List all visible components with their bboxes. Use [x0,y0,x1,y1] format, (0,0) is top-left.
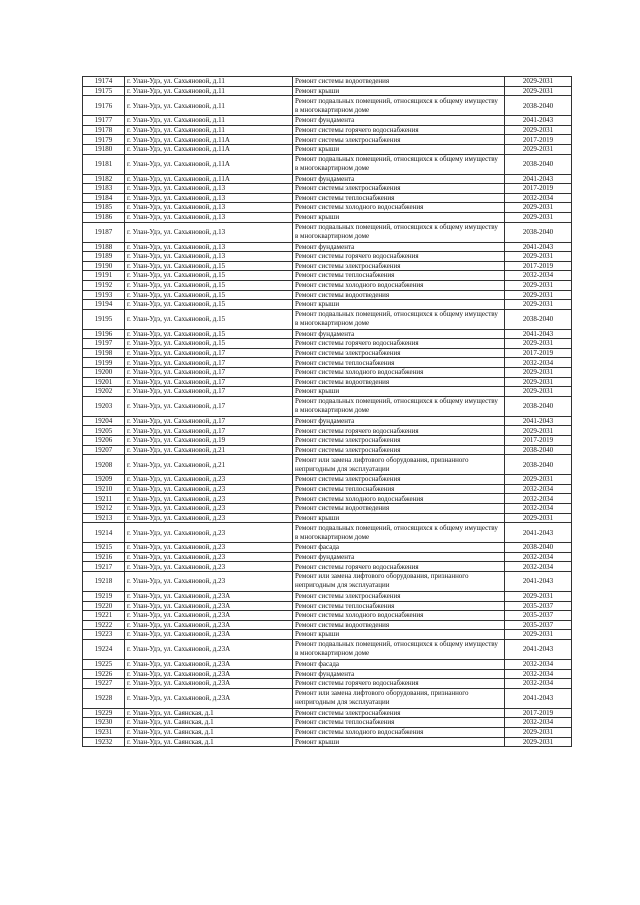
planned-period: 2029-2031 [505,377,572,387]
repair-schedule-table [82,76,572,747]
repair-work-type: Ремонт фундамента [293,552,505,562]
table-row [83,601,572,611]
building-address: г. Улан-Удэ, ул. Сахьяновой, д.23А [125,620,293,630]
building-address: г. Улан-Удэ, ул. Сахьяновой, д.15 [125,309,293,329]
record-number: 19184 [83,193,125,203]
building-address: г. Улан-Удэ, ул. Сахьяновой, д.23А [125,611,293,621]
planned-period: 2029-2031 [505,368,572,378]
table-row [83,669,572,679]
building-address: г. Улан-Удэ, ул. Сахьяновой, д.15 [125,290,293,300]
building-address: г. Улан-Удэ, ул. Сахьяновой, д.23А [125,688,293,708]
repair-work-type: Ремонт системы водоотведения [293,77,505,87]
table-row [83,125,572,135]
repair-work-type: Ремонт системы горячего водоснабжения [293,562,505,572]
building-address: г. Улан-Удэ, ул. Саянская, д.1 [125,718,293,728]
planned-period: 2041-2043 [505,523,572,543]
table-row [83,280,572,290]
building-address: г. Улан-Удэ, ул. Сахьяновой, д.23 [125,552,293,562]
planned-period: 2032-2034 [505,271,572,281]
planned-period: 2029-2031 [505,475,572,485]
building-address: г. Улан-Удэ, ул. Саянская, д.1 [125,727,293,737]
planned-period: 2032-2034 [505,659,572,669]
repair-work-type: Ремонт фасада [293,659,505,669]
table-row [83,116,572,126]
building-address: г. Улан-Удэ, ул. Сахьяновой, д.11 [125,86,293,96]
record-number: 19186 [83,212,125,222]
record-number: 19228 [83,688,125,708]
building-address: г. Улан-Удэ, ул. Сахьяновой, д.23А [125,679,293,689]
building-address: г. Улан-Удэ, ул. Сахьяновой, д.17 [125,426,293,436]
building-address: г. Улан-Удэ, ул. Сахьяновой, д.23А [125,659,293,669]
repair-work-type: Ремонт крыши [293,86,505,96]
repair-work-type: Ремонт подвальных помещений, относящихся к общему имуществу в многоквартирном доме [293,96,505,116]
building-address: г. Улан-Удэ, ул. Сахьяновой, д.13 [125,242,293,252]
table-row [83,77,572,87]
building-address: г. Улан-Удэ, ул. Сахьяновой, д.13 [125,193,293,203]
repair-work-type: Ремонт фундамента [293,174,505,184]
repair-work-type: Ремонт системы теплоснабжения [293,358,505,368]
record-number: 19188 [83,242,125,252]
table-row [83,290,572,300]
record-number: 19174 [83,77,125,87]
table-row [83,436,572,446]
planned-period: 2041-2043 [505,416,572,426]
planned-period: 2032-2034 [505,484,572,494]
planned-period: 2017-2019 [505,184,572,194]
planned-period: 2029-2031 [505,144,572,154]
building-address: г. Улан-Удэ, ул. Сахьяновой, д.15 [125,300,293,310]
planned-period: 2041-2043 [505,174,572,184]
record-number: 19193 [83,290,125,300]
planned-period: 2017-2019 [505,708,572,718]
building-address: г. Улан-Удэ, ул. Сахьяновой, д.23 [125,562,293,572]
building-address: г. Улан-Удэ, ул. Сахьяновой, д.13 [125,212,293,222]
table-row [83,727,572,737]
building-address: г. Улан-Удэ, ул. Сахьяновой, д.11А [125,144,293,154]
table-row [83,445,572,455]
repair-work-type: Ремонт системы водоотведения [293,620,505,630]
table-row [83,679,572,689]
repair-work-type: Ремонт системы электроснабжения [293,436,505,446]
planned-period: 2029-2031 [505,212,572,222]
building-address: г. Улан-Удэ, ул. Сахьяновой, д.11 [125,125,293,135]
record-number: 19220 [83,601,125,611]
repair-work-type: Ремонт крыши [293,630,505,640]
record-number: 19204 [83,416,125,426]
repair-work-type: Ремонт фундамента [293,669,505,679]
building-address: г. Улан-Удэ, ул. Сахьяновой, д.23 [125,523,293,543]
building-address: г. Улан-Удэ, ул. Сахьяновой, д.17 [125,387,293,397]
table-row [83,144,572,154]
table-row [83,184,572,194]
repair-work-type: Ремонт системы теплоснабжения [293,484,505,494]
record-number: 19178 [83,125,125,135]
building-address: г. Улан-Удэ, ул. Сахьяновой, д.23А [125,639,293,659]
building-address: г. Улан-Удэ, ул. Сахьяновой, д.17 [125,368,293,378]
repair-work-type: Ремонт системы горячего водоснабжения [293,339,505,349]
repair-work-type: Ремонт подвальных помещений, относящихся к общему имуществу в многоквартирном доме [293,396,505,416]
planned-period: 2032-2034 [505,562,572,572]
repair-work-type: Ремонт подвальных помещений, относящихся к общему имуществу в многоквартирном доме [293,309,505,329]
record-number: 19187 [83,222,125,242]
building-address: г. Улан-Удэ, ул. Сахьяновой, д.13 [125,203,293,213]
record-number: 19223 [83,630,125,640]
repair-work-type: Ремонт фундамента [293,329,505,339]
record-number: 19194 [83,300,125,310]
table-row [83,620,572,630]
table-row [83,639,572,659]
repair-work-type: Ремонт крыши [293,300,505,310]
table-row [83,387,572,397]
planned-period: 2032-2034 [505,358,572,368]
planned-period: 2035-2037 [505,620,572,630]
table-row [83,309,572,329]
planned-period: 2032-2034 [505,679,572,689]
table-row [83,688,572,708]
record-number: 19213 [83,513,125,523]
record-number: 19198 [83,348,125,358]
table-row [83,261,572,271]
record-number: 19212 [83,504,125,514]
building-address: г. Улан-Удэ, ул. Сахьяновой, д.15 [125,329,293,339]
repair-work-type: Ремонт системы холодного водоснабжения [293,611,505,621]
planned-period: 2029-2031 [505,290,572,300]
record-number: 19182 [83,174,125,184]
table-row [83,552,572,562]
table-row [83,212,572,222]
record-number: 19205 [83,426,125,436]
planned-period: 2041-2043 [505,639,572,659]
planned-period: 2041-2043 [505,242,572,252]
table-row [83,174,572,184]
record-number: 19211 [83,494,125,504]
repair-work-type: Ремонт подвальных помещений, относящихся к общему имуществу в многоквартирном доме [293,222,505,242]
planned-period: 2029-2031 [505,252,572,262]
record-number: 19177 [83,116,125,126]
repair-work-type: Ремонт системы горячего водоснабжения [293,679,505,689]
table-row [83,455,572,475]
planned-period: 2017-2019 [505,135,572,145]
record-number: 19209 [83,475,125,485]
table-row [83,368,572,378]
planned-period: 2038-2040 [505,309,572,329]
building-address: г. Улан-Удэ, ул. Саянская, д.1 [125,737,293,747]
repair-work-type: Ремонт системы горячего водоснабжения [293,125,505,135]
record-number: 19190 [83,261,125,271]
planned-period: 2038-2040 [505,396,572,416]
table-row [83,504,572,514]
table-row [83,203,572,213]
repair-work-type: Ремонт крыши [293,144,505,154]
repair-work-type: Ремонт системы водоотведения [293,504,505,514]
repair-work-type: Ремонт фундамента [293,242,505,252]
record-number: 19217 [83,562,125,572]
building-address: г. Улан-Удэ, ул. Сахьяновой, д.15 [125,261,293,271]
table-row [83,222,572,242]
planned-period: 2029-2031 [505,727,572,737]
planned-period: 2029-2031 [505,300,572,310]
building-address: г. Улан-Удэ, ул. Сахьяновой, д.23А [125,630,293,640]
table-row [83,242,572,252]
planned-period: 2017-2019 [505,348,572,358]
building-address: г. Улан-Удэ, ул. Сахьяновой, д.23 [125,543,293,553]
record-number: 19216 [83,552,125,562]
planned-period: 2017-2019 [505,261,572,271]
repair-work-type: Ремонт крыши [293,387,505,397]
table-row [83,591,572,601]
repair-work-type: Ремонт или замена лифтового оборудования, признанного непригодным для эксплуатации [293,688,505,708]
building-address: г. Улан-Удэ, ул. Сахьяновой, д.19 [125,436,293,446]
record-number: 19191 [83,271,125,281]
building-address: г. Улан-Удэ, ул. Сахьяновой, д.11А [125,135,293,145]
repair-schedule-body [83,77,572,747]
repair-work-type: Ремонт системы водоотведения [293,377,505,387]
building-address: г. Улан-Удэ, ул. Сахьяновой, д.11 [125,116,293,126]
repair-work-type: Ремонт системы холодного водоснабжения [293,203,505,213]
repair-work-type: Ремонт фундамента [293,116,505,126]
repair-work-type: Ремонт подвальных помещений, относящихся к общему имуществу в многоквартирном доме [293,154,505,174]
repair-work-type: Ремонт или замена лифтового оборудования, признанного непригодным для эксплуатации [293,455,505,475]
table-row [83,475,572,485]
planned-period: 2032-2034 [505,552,572,562]
repair-work-type: Ремонт системы электроснабжения [293,348,505,358]
building-address: г. Улан-Удэ, ул. Сахьяновой, д.17 [125,416,293,426]
table-row [83,426,572,436]
table-row [83,358,572,368]
repair-work-type: Ремонт системы холодного водоснабжения [293,727,505,737]
table-row [83,708,572,718]
record-number: 19215 [83,543,125,553]
table-row [83,416,572,426]
record-number: 19175 [83,86,125,96]
record-number: 19226 [83,669,125,679]
building-address: г. Улан-Удэ, ул. Сахьяновой, д.21 [125,455,293,475]
record-number: 19221 [83,611,125,621]
planned-period: 2041-2043 [505,329,572,339]
table-row [83,154,572,174]
record-number: 19210 [83,484,125,494]
repair-work-type: Ремонт системы теплоснабжения [293,601,505,611]
building-address: г. Улан-Удэ, ул. Сахьяновой, д.23 [125,484,293,494]
planned-period: 2032-2034 [505,718,572,728]
building-address: г. Улан-Удэ, ул. Сахьяновой, д.11 [125,77,293,87]
table-row [83,86,572,96]
building-address: г. Улан-Удэ, ул. Сахьяновой, д.23А [125,601,293,611]
repair-work-type: Ремонт системы электроснабжения [293,708,505,718]
table-row [83,339,572,349]
building-address: г. Улан-Удэ, ул. Сахьяновой, д.23 [125,571,293,591]
building-address: г. Улан-Удэ, ул. Сахьяновой, д.17 [125,377,293,387]
record-number: 19195 [83,309,125,329]
table-row [83,630,572,640]
repair-work-type: Ремонт системы электроснабжения [293,135,505,145]
table-row [83,348,572,358]
record-number: 19201 [83,377,125,387]
planned-period: 2032-2034 [505,193,572,203]
record-number: 19202 [83,387,125,397]
record-number: 19224 [83,639,125,659]
record-number: 19180 [83,144,125,154]
table-row [83,396,572,416]
repair-work-type: Ремонт крыши [293,737,505,747]
building-address: г. Улан-Удэ, ул. Сахьяновой, д.23 [125,494,293,504]
building-address: г. Улан-Удэ, ул. Сахьяновой, д.23 [125,513,293,523]
repair-work-type: Ремонт системы холодного водоснабжения [293,368,505,378]
building-address: г. Улан-Удэ, ул. Сахьяновой, д.13 [125,222,293,242]
repair-work-type: Ремонт подвальных помещений, относящихся к общему имуществу в многоквартирном доме [293,523,505,543]
building-address: г. Улан-Удэ, ул. Саянская, д.1 [125,708,293,718]
planned-period: 2038-2040 [505,154,572,174]
building-address: г. Улан-Удэ, ул. Сахьяновой, д.23А [125,669,293,679]
building-address: г. Улан-Удэ, ул. Сахьяновой, д.11А [125,174,293,184]
building-address: г. Улан-Удэ, ул. Сахьяновой, д.15 [125,280,293,290]
building-address: г. Улан-Удэ, ул. Сахьяновой, д.13 [125,184,293,194]
table-row [83,562,572,572]
planned-period: 2038-2040 [505,445,572,455]
record-number: 19179 [83,135,125,145]
repair-work-type: Ремонт системы электроснабжения [293,475,505,485]
record-number: 19196 [83,329,125,339]
planned-period: 2041-2043 [505,688,572,708]
repair-work-type: Ремонт системы электроснабжения [293,445,505,455]
table-row [83,513,572,523]
table-row [83,611,572,621]
table-row [83,484,572,494]
record-number: 19229 [83,708,125,718]
record-number: 19218 [83,571,125,591]
repair-work-type: Ремонт системы горячего водоснабжения [293,252,505,262]
record-number: 19183 [83,184,125,194]
planned-period: 2035-2037 [505,611,572,621]
planned-period: 2038-2040 [505,543,572,553]
table-row [83,718,572,728]
planned-period: 2029-2031 [505,280,572,290]
planned-period: 2032-2034 [505,494,572,504]
record-number: 19227 [83,679,125,689]
planned-period: 2029-2031 [505,387,572,397]
table-row [83,300,572,310]
repair-work-type: Ремонт системы горячего водоснабжения [293,426,505,436]
planned-period: 2029-2031 [505,630,572,640]
table-row [83,494,572,504]
table-row [83,96,572,116]
repair-work-type: Ремонт системы электроснабжения [293,591,505,601]
record-number: 19206 [83,436,125,446]
building-address: г. Улан-Удэ, ул. Сахьяновой, д.23А [125,591,293,601]
record-number: 19199 [83,358,125,368]
record-number: 19197 [83,339,125,349]
repair-work-type: Ремонт системы холодного водоснабжения [293,280,505,290]
table-row [83,523,572,543]
record-number: 19219 [83,591,125,601]
record-number: 19203 [83,396,125,416]
building-address: г. Улан-Удэ, ул. Сахьяновой, д.11А [125,154,293,174]
building-address: г. Улан-Удэ, ул. Сахьяновой, д.15 [125,271,293,281]
repair-work-type: Ремонт системы электроснабжения [293,261,505,271]
repair-work-type: Ремонт системы теплоснабжения [293,271,505,281]
record-number: 19232 [83,737,125,747]
planned-period: 2035-2037 [505,601,572,611]
record-number: 19230 [83,718,125,728]
record-number: 19222 [83,620,125,630]
planned-period: 2041-2043 [505,116,572,126]
planned-period: 2029-2031 [505,513,572,523]
repair-work-type: Ремонт фундамента [293,416,505,426]
planned-period: 2038-2040 [505,222,572,242]
building-address: г. Улан-Удэ, ул. Сахьяновой, д.17 [125,358,293,368]
planned-period: 2029-2031 [505,203,572,213]
record-number: 19225 [83,659,125,669]
table-row [83,135,572,145]
table-row [83,543,572,553]
building-address: г. Улан-Удэ, ул. Сахьяновой, д.21 [125,445,293,455]
building-address: г. Улан-Удэ, ул. Сахьяновой, д.11 [125,96,293,116]
planned-period: 2032-2034 [505,669,572,679]
record-number: 19181 [83,154,125,174]
planned-period: 2029-2031 [505,591,572,601]
table-row [83,271,572,281]
repair-work-type: Ремонт или замена лифтового оборудования, признанного непригодным для эксплуатации [293,571,505,591]
building-address: г. Улан-Удэ, ул. Сахьяновой, д.13 [125,252,293,262]
table-row [83,571,572,591]
repair-work-type: Ремонт крыши [293,212,505,222]
repair-work-type: Ремонт системы электроснабжения [293,184,505,194]
repair-work-type: Ремонт системы водоотведения [293,290,505,300]
repair-work-type: Ремонт крыши [293,513,505,523]
record-number: 19200 [83,368,125,378]
table-row [83,377,572,387]
table-row [83,329,572,339]
record-number: 19207 [83,445,125,455]
building-address: г. Улан-Удэ, ул. Сахьяновой, д.17 [125,396,293,416]
planned-period: 2032-2034 [505,504,572,514]
building-address: г. Улан-Удэ, ул. Сахьяновой, д.23 [125,504,293,514]
building-address: г. Улан-Удэ, ул. Сахьяновой, д.17 [125,348,293,358]
repair-work-type: Ремонт системы холодного водоснабжения [293,494,505,504]
planned-period: 2038-2040 [505,455,572,475]
repair-work-type: Ремонт фасада [293,543,505,553]
repair-work-type: Ремонт системы теплоснабжения [293,193,505,203]
building-address: г. Улан-Удэ, ул. Сахьяновой, д.15 [125,339,293,349]
record-number: 19185 [83,203,125,213]
planned-period: 2017-2019 [505,436,572,446]
table-row [83,737,572,747]
planned-period: 2029-2031 [505,77,572,87]
planned-period: 2029-2031 [505,339,572,349]
record-number: 19214 [83,523,125,543]
table-row [83,193,572,203]
table-row [83,252,572,262]
repair-work-type: Ремонт системы теплоснабжения [293,718,505,728]
planned-period: 2029-2031 [505,737,572,747]
planned-period: 2029-2031 [505,426,572,436]
record-number: 19192 [83,280,125,290]
record-number: 19189 [83,252,125,262]
table-row [83,659,572,669]
record-number: 19231 [83,727,125,737]
record-number: 19176 [83,96,125,116]
planned-period: 2029-2031 [505,125,572,135]
building-address: г. Улан-Удэ, ул. Сахьяновой, д.23 [125,475,293,485]
repair-work-type: Ремонт подвальных помещений, относящихся к общему имуществу в многоквартирном доме [293,639,505,659]
planned-period: 2029-2031 [505,86,572,96]
record-number: 19208 [83,455,125,475]
planned-period: 2038-2040 [505,96,572,116]
planned-period: 2041-2043 [505,571,572,591]
